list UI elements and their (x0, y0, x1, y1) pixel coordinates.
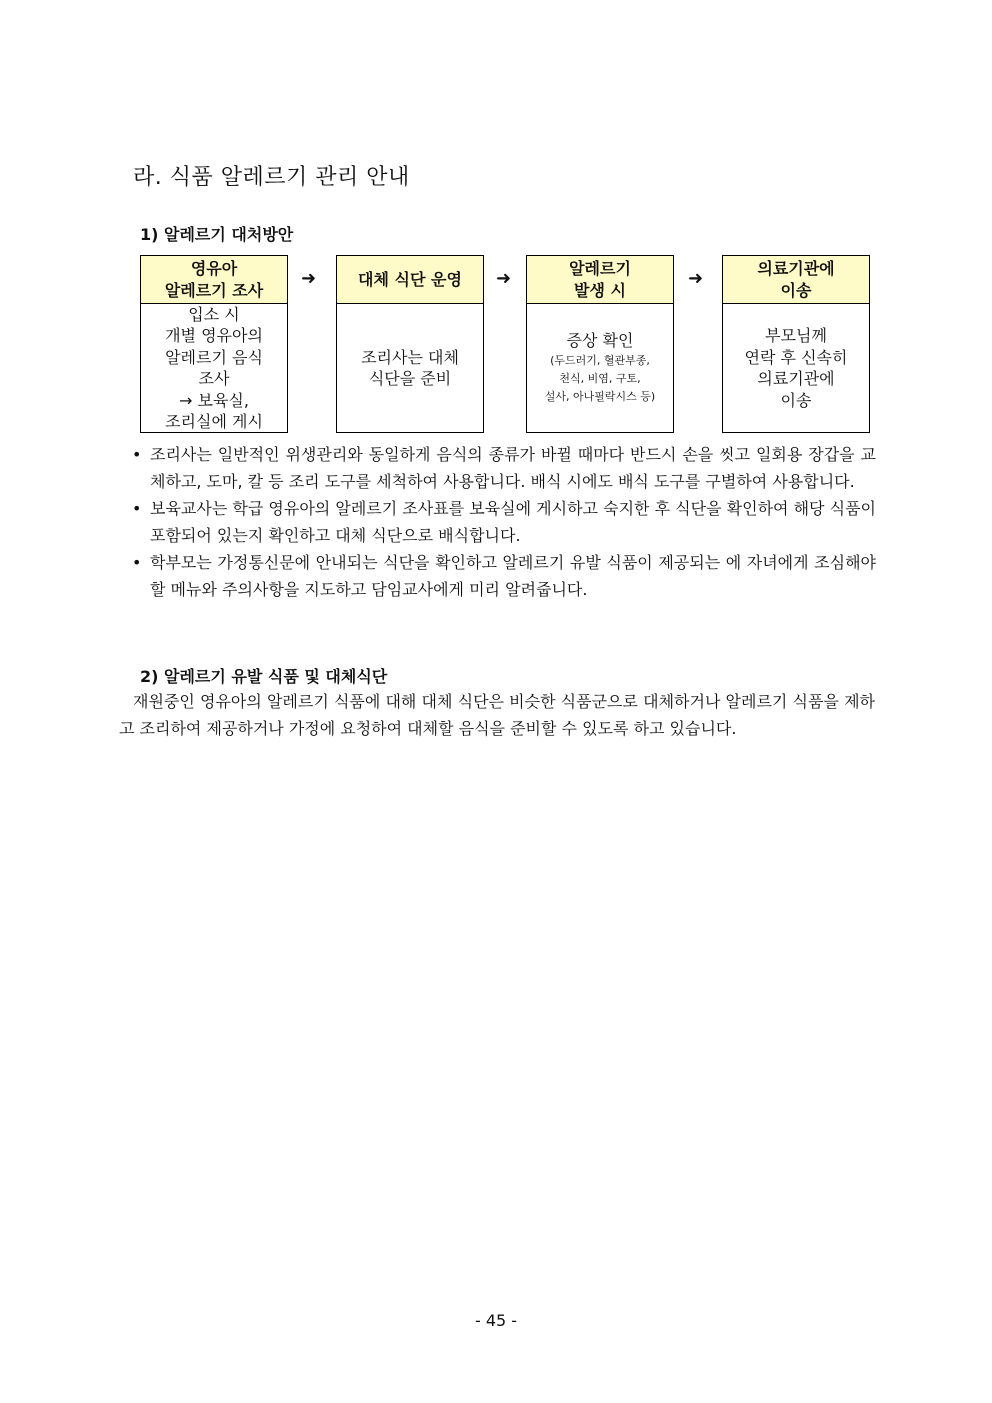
bullet-icon: • (132, 553, 142, 572)
flow-step-header: 대체 식단 운영 (336, 255, 484, 304)
flow-step-allergy-occurs (526, 255, 674, 433)
list-item: • 학부모는 가정통신문에 안내되는 식단을 확인하고 알레르기 유발 식품이 제공되는 에 자녀에게 조심해야 할 메뉴와 주의사항을 지도하고 담임교사에게 미리 알려줍니다. (128, 549, 876, 603)
flow-step-alt-menu (336, 255, 484, 433)
flow-step-survey (140, 255, 288, 433)
flow-arrow-icon: ➜ (496, 268, 512, 289)
flow-step-body: 부모님께 연락 후 신속히 의료기관에 이송 (722, 304, 870, 433)
list-item: • 보육교사는 학급 영유아의 알레르기 조사표를 보육실에 게시하고 숙지한 후 식단을 확인하여 해당 식품이 포함되어 있는지 확인하고 대체 식단으로 배식합니다. (128, 495, 876, 549)
flow-step-hospital-transfer (722, 255, 870, 433)
flow-step-header: 의료기관에 이송 (722, 255, 870, 304)
flow-arrow-icon: ➜ (688, 268, 704, 289)
section-title: 라. 식품 알레르기 관리 안내 (133, 165, 410, 190)
flow-step-body: 증상 확인 (두드러기, 혈관부종, 천식, 비염, 구토, 설사, 아나필락시스 등) (526, 304, 674, 433)
guidance-bullet-list (128, 441, 876, 603)
page-number: - 45 - (474, 1311, 518, 1330)
subsection-title-allergy-foods: 2) 알레르기 유발 식품 및 대체식단 (140, 667, 388, 686)
flow-step-body: 조리사는 대체 식단을 준비 (336, 304, 484, 433)
flow-arrow-icon: ➜ (301, 268, 317, 289)
bullet-icon: • (132, 499, 142, 518)
subsection-title-allergy-response: 1) 알레르기 대처방안 (140, 225, 294, 244)
allergy-foods-paragraph: 재원중인 영유아의 알레르기 식품에 대해 대체 식단은 비슷한 식품군으로 대체하거나 알레르기 식품을 제하고 조리하여 제공하거나 가정에 요청하여 대체할 음식을 준비할 수 있도록 하고 있습니다. (119, 692, 875, 738)
flow-step-header: 영유아 알레르기 조사 (140, 255, 288, 304)
flow-step-header: 알레르기 발생 시 (526, 255, 674, 304)
flow-step-body: 입소 시 개별 영유아의 알레르기 음식 조사 → 보육실, 조리실에 게시 (140, 304, 288, 433)
bullet-icon: • (132, 445, 142, 464)
list-item: • 조리사는 일반적인 위생관리와 동일하게 음식의 종류가 바뀔 때마다 반드시 손을 씻고 일회용 장갑을 교체하고, 도마, 칼 등 조리 도구를 세척하여 사용합니다. 배식 시에도 배식 도구를 구별하여 사용합니다. (128, 441, 876, 495)
